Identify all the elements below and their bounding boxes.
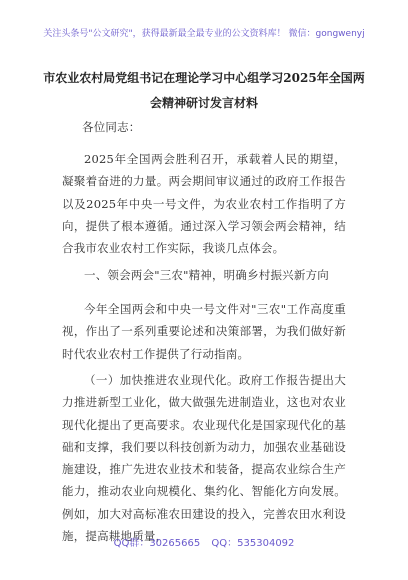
section-heading-1: 一、领会两会"三农"精神，明确乡村振兴新方向 — [84, 268, 329, 282]
paragraph-2-text: 今年全国两会和中央一号文件对"三农"工作高度重视，作出了一系列重要论述和决策部署，为我们做好新时代农业农村工作提供了行动指南。 — [62, 302, 346, 361]
document-title: 市农业农村局党组书记在理论学习中心组学习2025年全国两会精神研讨发言材料 — [43, 71, 365, 110]
paragraph-1 — [62, 148, 346, 259]
top-promo-banner: 关注头条号"公文研究"，获得最新最全最专业的公文资料库！ 微信：gongwenyj — [43, 29, 365, 39]
greeting: 各位同志： — [82, 120, 141, 134]
paragraph-3-text: （一）加快推进农业现代化。政府工作报告提出大力推进新型工业化，做大做强先进制造业，这也对农业现代化提出了更高要求。农业现代化是国家现代化的基础和支撑，我们要以科技创新为动力，加强农业基础设施建设，推广先进农业技术和装备，提高农业综合生产能力，推动农业向规模化、集约化、智能化方向发展。例如，加大对高标准农田建设的投入，完善农田水利设施，提高耕地质量， — [62, 373, 346, 544]
qq-group-number: QQ群：30265665 — [113, 538, 201, 549]
paragraph-2 — [62, 298, 346, 365]
paragraph-3 — [62, 369, 346, 547]
paragraph-1-text: 2025年全国两会胜利召开，承载着人民的期望，凝聚着奋进的力量。两会期间审议通过的政府工作报告以及2025年中央一号文件，为农业农村工作指明了方向，提供了根本遵循。通过深入学习领会两会精神，结合我市农业农村工作实际，我谈几点体会。 — [62, 152, 346, 256]
qq-number: QQ：535304092 — [211, 538, 295, 549]
bottom-contact-footer — [0, 534, 408, 549]
